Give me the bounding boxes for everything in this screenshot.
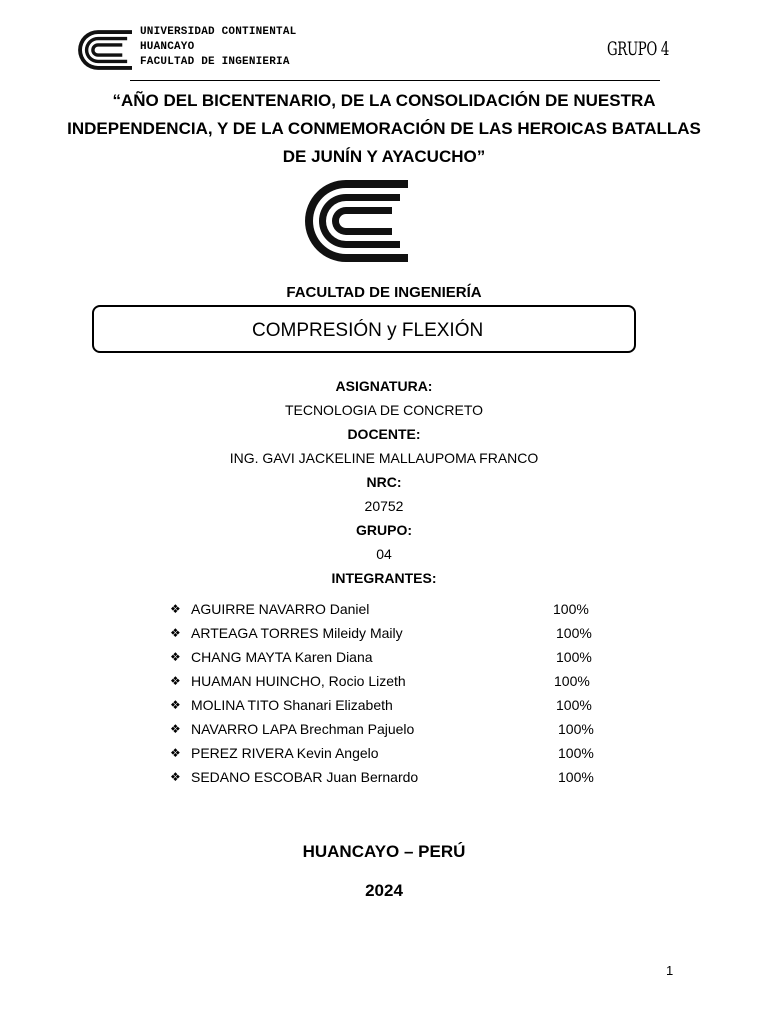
header-line-city: HUANCAYO (140, 41, 195, 53)
header-divider (130, 80, 660, 81)
list-item (170, 767, 610, 791)
members-list (170, 599, 610, 791)
header-line-university: UNIVERSIDAD CONTINENTAL (140, 26, 297, 38)
header-text (140, 25, 296, 70)
list-item (170, 743, 610, 767)
list-item (170, 671, 610, 695)
member-percent: 100% (554, 673, 590, 689)
group-tag: GRUPO 4 (607, 38, 669, 60)
member-percent: 100% (558, 769, 594, 785)
list-item (170, 599, 610, 623)
page-number: 1 (666, 963, 674, 978)
member-percent: 100% (558, 745, 594, 761)
member-name: SEDANO ESCOBAR Juan Bernardo (191, 769, 419, 785)
diamond-bullet-icon: ❖ (170, 746, 181, 760)
faculty-heading (0, 284, 768, 301)
header-line-faculty: FACULTAD DE INGENIERIA (140, 56, 290, 68)
members-label: INTEGRANTES: (331, 570, 437, 586)
group-value: 04 (376, 546, 392, 562)
main-logo-icon (276, 180, 416, 262)
member-name: HUAMAN HUINCHO, Rocio Lizeth (191, 673, 406, 689)
diamond-bullet-icon: ❖ (170, 698, 181, 712)
member-percent: 100% (558, 721, 594, 737)
member-name: PEREZ RIVERA Kevin Angelo (191, 745, 379, 761)
member-name: CHANG MAYTA Karen Diana (191, 649, 373, 665)
city-country: HUANCAYO – PERÚ (302, 842, 466, 861)
member-name: NAVARRO LAPA Brechman Pajuelo (191, 721, 415, 737)
faculty-text: FACULTAD DE INGENIERÍA (286, 284, 482, 301)
diamond-bullet-icon: ❖ (170, 602, 181, 616)
subject-label: ASIGNATURA: (335, 378, 433, 394)
diamond-bullet-icon: ❖ (170, 650, 181, 664)
member-name: MOLINA TITO Shanari Elizabeth (191, 697, 393, 713)
list-item (170, 719, 610, 743)
nrc-value: 20752 (364, 498, 404, 514)
member-name: AGUIRRE NAVARRO Daniel (191, 601, 370, 617)
year: 2024 (365, 881, 403, 900)
group-label: GRUPO: (356, 522, 412, 538)
member-name: ARTEAGA TORRES Mileidy Maily (191, 625, 403, 641)
list-item (170, 695, 610, 719)
university-logo-icon (64, 24, 132, 76)
member-percent: 100% (556, 697, 592, 713)
member-percent: 100% (553, 601, 589, 617)
diamond-bullet-icon: ❖ (170, 626, 181, 640)
diamond-bullet-icon: ❖ (170, 770, 181, 784)
course-info (0, 377, 768, 593)
teacher-value: ING. GAVI JACKELINE MALLAUPOMA FRANCO (229, 450, 539, 466)
member-percent: 100% (556, 625, 592, 641)
nrc-label: NRC: (366, 474, 402, 490)
diamond-bullet-icon: ❖ (170, 674, 181, 688)
list-item (170, 623, 610, 647)
member-percent: 100% (556, 649, 592, 665)
diamond-bullet-icon: ❖ (170, 722, 181, 736)
teacher-label: DOCENTE: (347, 426, 421, 442)
document-title: COMPRESIÓN y FLEXIÓN (252, 320, 484, 341)
year-motto: “AÑO DEL BICENTENARIO, DE LA CONSOLIDACIÓN DE NUESTRA INDEPENDENCIA, Y DE LA CONMEMORACIÓN DE LAS HEROICAS BATALLAS DE JUNÍN Y AYACUCHO” (67, 91, 701, 166)
list-item (170, 647, 610, 671)
subject-value: TECNOLOGIA DE CONCRETO (284, 402, 484, 418)
title-box (92, 305, 636, 353)
